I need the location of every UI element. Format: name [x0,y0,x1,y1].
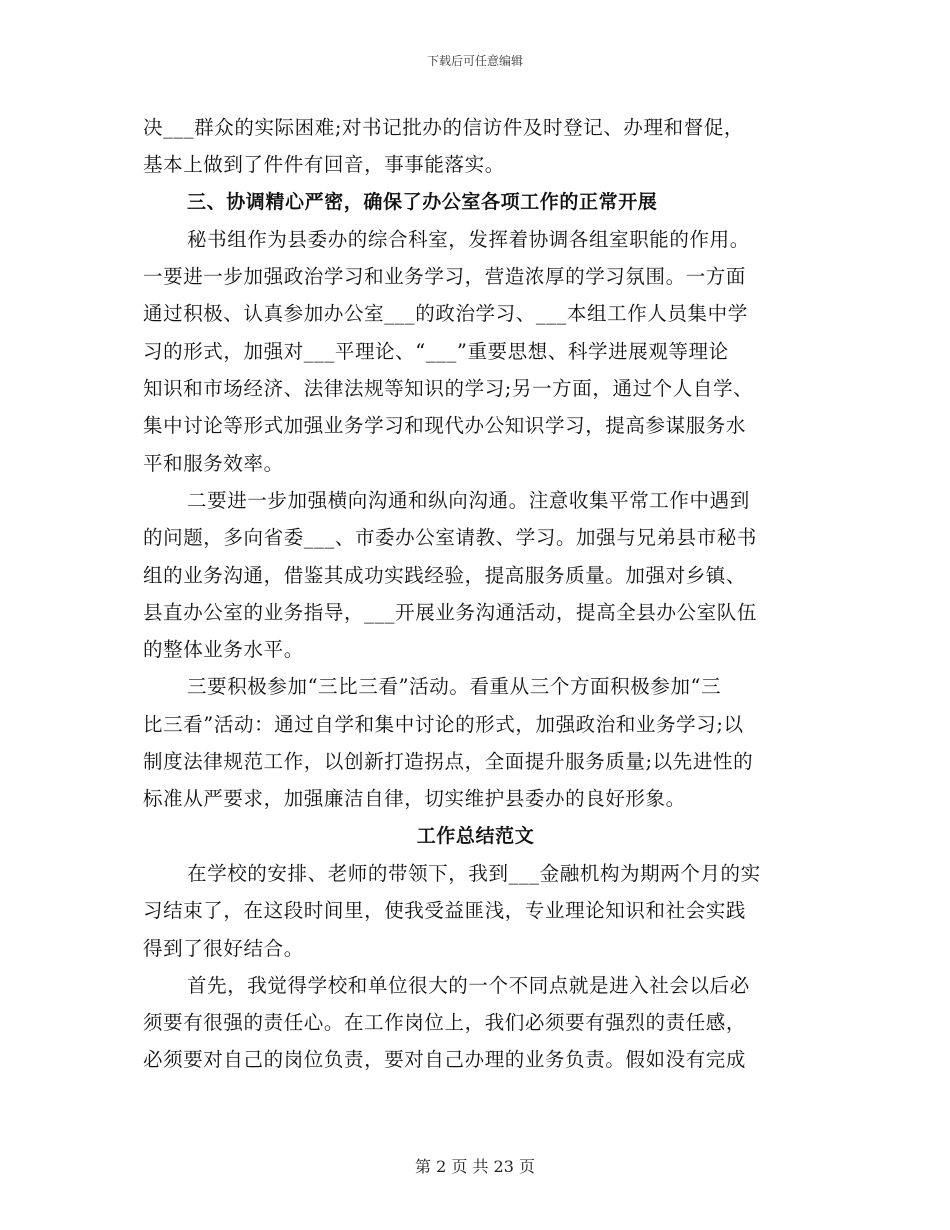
body-line: 县直办公室的业务指导，___开展业务沟通活动，提高全县办公室队伍 [143,600,757,624]
body-line: 必须要对自己的岗位负责，要对自己办理的业务负责。假如没有完成 [143,1048,747,1072]
page-number: 第 2 页 共 23 页 [415,1157,535,1176]
body-line: 制度法律规范工作，以创新打造拐点，全面提升服务质量;以先进性的 [143,750,754,774]
body-line: 习的形式，加强对___平理论、“___”重要思想、科学进展观等理论 [143,339,729,363]
body-line: 比三看”活动：通过自学和集中讨论的形式，加强政治和业务学习;以 [143,712,744,736]
document-body [143,109,808,1079]
body-line: 得到了很好结合。 [143,936,304,960]
body-line: 秘书组作为县委办的综合科室，发挥着协调各组室职能的作用。 [187,227,750,251]
body-line: 通过积极、认真参加办公室___的政治学习、___本组工作人员集中学 [143,302,748,326]
body-line: 的整体业务水平。 [143,638,304,662]
body-line: 集中讨论等形式加强业务学习和现代办公知识学习，提高参谋服务水 [143,414,747,438]
section-heading: 三、协调精心严密，确保了办公室各项工作的正常开展 [187,190,658,213]
body-line: 二要进一步加强横向沟通和纵向沟通。注意收集平常工作中遇到 [187,488,750,512]
body-line: 标准从严要求，加强廉洁自律，切实维护县委办的良好形象。 [143,787,686,811]
body-line: 决___群众的实际困难;对书记批办的信访件及时登记、办理和督促， [143,116,745,139]
body-line: 知识和市场经济、法律法规等知识的学习;另一方面，通过个人自学、 [143,377,754,401]
body-line: 平和服务效率。 [143,451,284,475]
body-line: 基本上做到了件件有回音，事事能落实。 [143,153,505,177]
document-title: 工作总结范文 [416,824,535,847]
body-line: 三要积极参加“三比三看”活动。看重从三个方面积极参加“三 [187,675,722,699]
body-line: 习结束了，在这段时间里，使我受益匪浅，专业理论知识和社会实践 [143,899,747,923]
body-line: 一要进一步加强政治学习和业务学习，营造浓厚的学习氛围。一方面 [143,265,747,289]
body-line: 的问题，多向省委___、市委办公室请教、学习。加强与兄弟县市秘书 [143,526,757,550]
body-line: 在学校的安排、老师的带领下，我到___金融机构为期两个月的实 [187,861,761,885]
body-line: 组的业务沟通，借鉴其成功实践经验，提高服务质量。加强对乡镇、 [143,563,747,587]
page-header: 下载后可任意编辑 [426,54,523,68]
body-line: 须要有很强的责任心。在工作岗位上，我们必须要有强烈的责任感， [143,1011,747,1035]
body-line: 首先，我觉得学校和单位很大的一个不同点就是进入社会以后必 [187,973,750,997]
